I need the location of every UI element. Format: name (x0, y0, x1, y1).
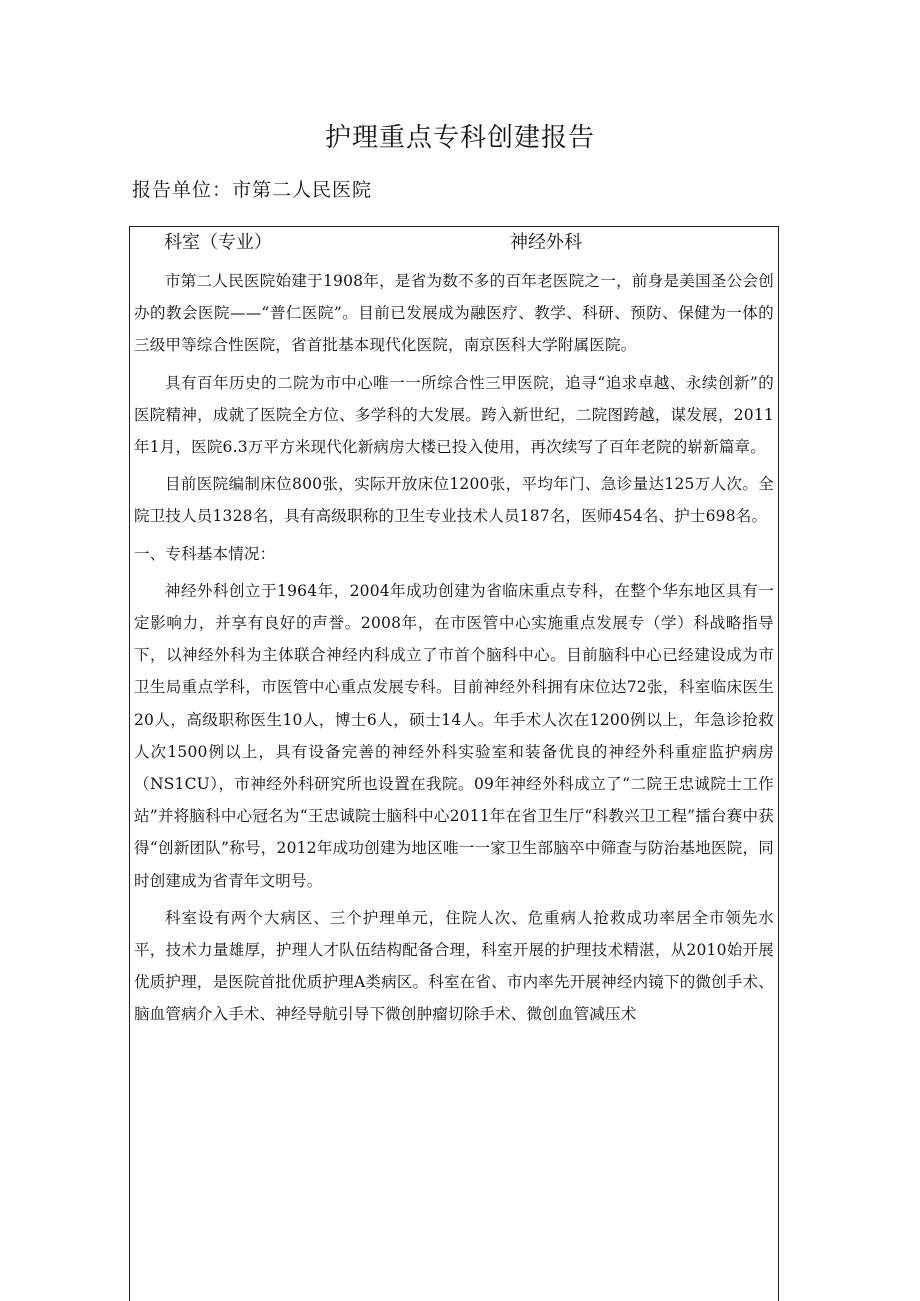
department-label: 科室（专业） (164, 232, 272, 253)
report-body (134, 265, 774, 1036)
page-title: 护理重点专科创建报告 (324, 123, 595, 153)
section-heading-basic-info: 一、专科基本情况： (134, 544, 276, 563)
paragraph-hospital-development: 具有百年历史的二院为市中心唯一一所综合性三甲医院，追寻“追求卓越、永续创新”的医院精神，成就了医院全方位、多学科的大发展。跨入新世纪，二院图跨越，谋发展，2011年1月，医院6.3万平方米现代化新病房大楼已投入使用，再次续写了百年老院的崭新篇章。 (134, 373, 774, 457)
report-table (129, 226, 779, 1301)
department-row (130, 227, 778, 259)
paragraph-hospital-history: 市第二人民医院始建于1908年，是省为数不多的百年老医院之一，前身是美国圣公会创办的教会医院——“普仁医院”。目前已发展成为融医疗、教学、科研、预防、保健为一体的三级甲等综合性医院，省首批基本现代化医院，南京医科大学附属医院。 (134, 272, 774, 355)
paragraph-department-nursing: 科室设有两个大病区、三个护理单元，住院人次、危重病人抢救成功率居全市领先水平，技术力量雄厚，护理人才队伍结构配备合理，科室开展的护理技术精湛，从2010始开展优质护理，是医院首批优质护理A类病区。科室在省、市内率先开展神经内镜下的微创手术、脑血管病介入手术、神经导航引导下微创肿瘤切除手术、微创血管减压术 (134, 908, 774, 1024)
report-unit-value: 市第二人民医院 (232, 179, 373, 201)
department-value: 神经外科 (510, 232, 582, 253)
paragraph-department-overview: 神经外科创立于1964年，2004年成功创建为省临床重点专科，在整个华东地区具有一定影响力，并享有良好的声誉。2008年，在市医管中心实施重点发展专（学）科战略指导下，以神经外科为主体联合神经内科成立了市首个脑科中心。目前脑科中心已经建设成为市卫生局重点学科，市医管中心重点发展专科。目前神经外科拥有床位达72张，科室临床医生20人，高级职称医生10人，博士6人，硕士14人。年手术人次在1200例以上，年急诊抢救人次1500例以上，具有设备完善的神经外科实验室和装备优良的神经外科重症监护病房（NS1CU），市神经外科研究所也设置在我院。09年神经外科成立了“二院王忠诚院士工作站”并将脑科中心冠名为“王忠诚院士脑科中心2011年在省卫生厅“科教兴卫工程”擂台赛中获得“创新团队”称号，2012年成功创建为地区唯一一家卫生部脑卒中筛查与防治基地医院，同时创建成为省青年文明号。 (134, 581, 774, 890)
report-unit (132, 175, 372, 205)
paragraph-hospital-scale: 目前医院编制床位800张，实际开放床位1200张，平均年门、急诊量达125万人次。全院卫技人员1328名，具有高级职称的卫生专业技术人员187名，医师454名、护士698名。 (134, 475, 774, 526)
report-unit-label: 报告单位： (132, 179, 233, 201)
